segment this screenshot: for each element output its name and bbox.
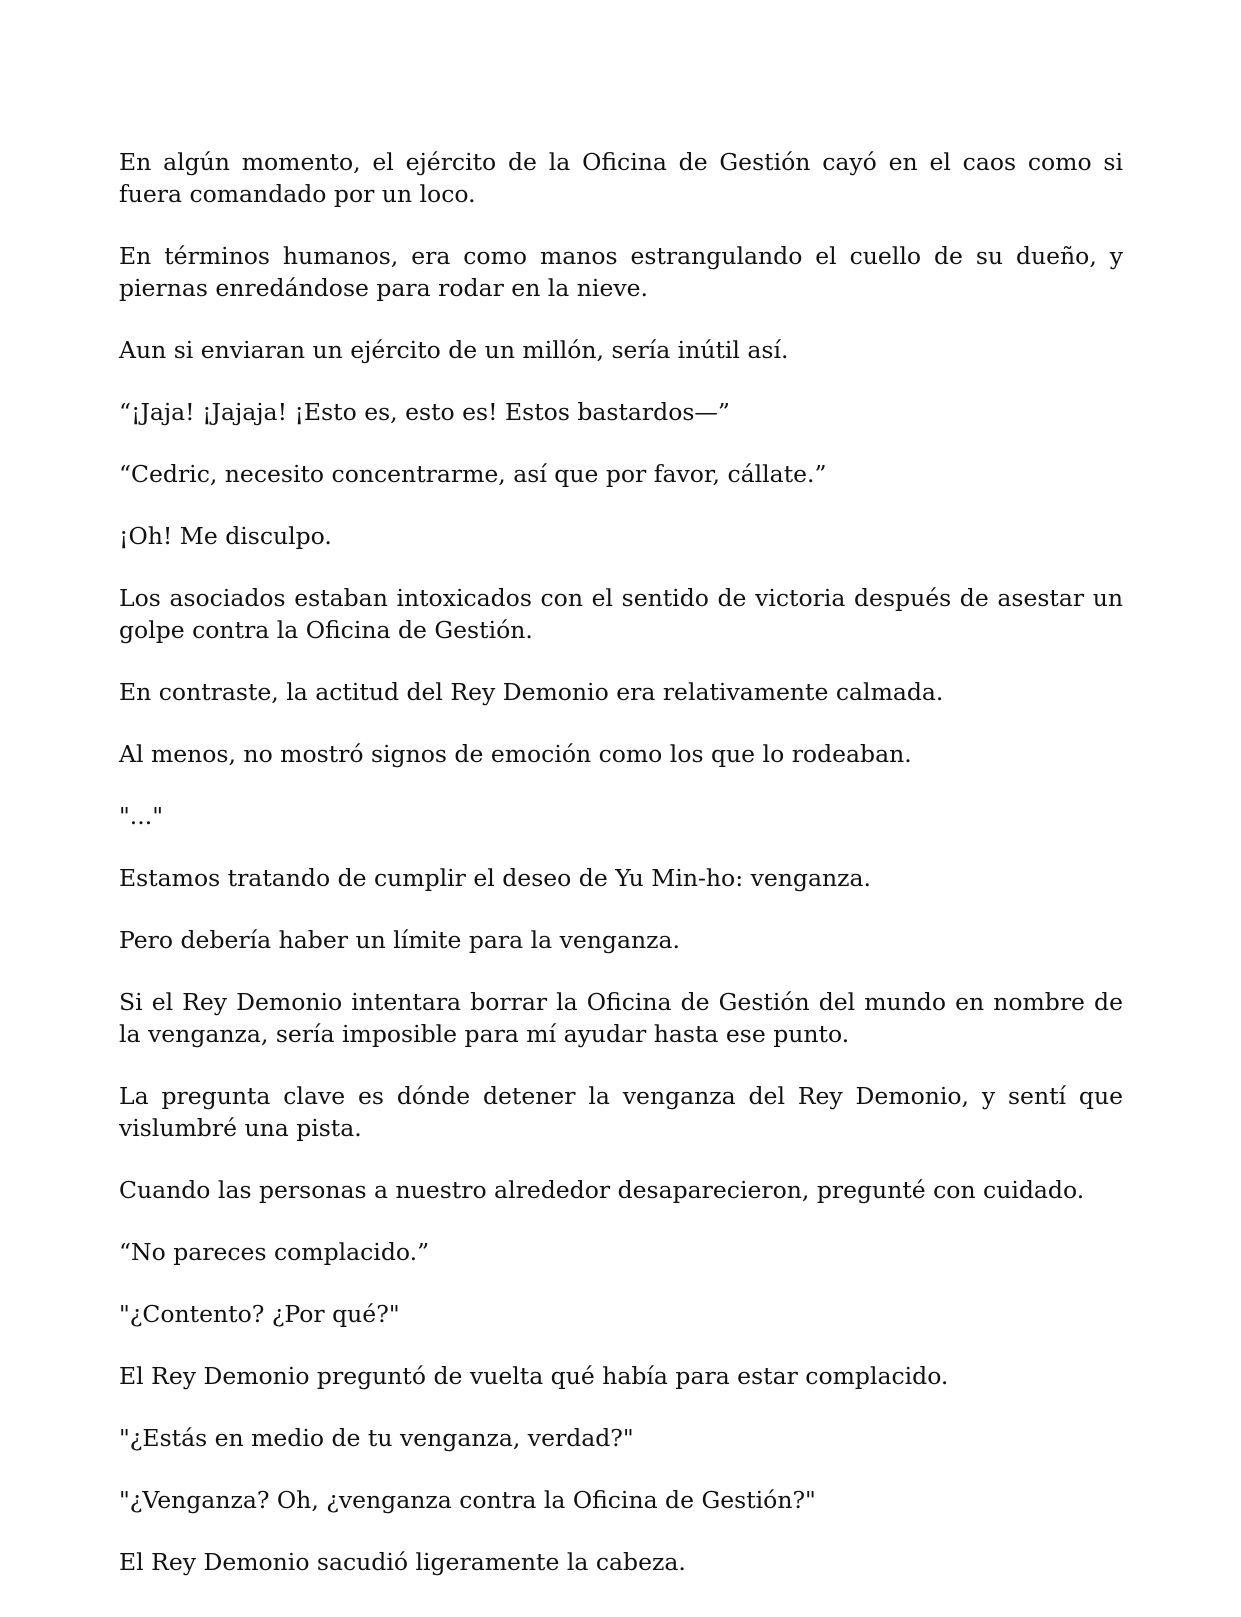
- paragraph: "¿Estás en medio de tu venganza, verdad?": [119, 1424, 634, 1452]
- paragraph: "¿Contento? ¿Por qué?": [119, 1300, 400, 1328]
- document-body: [119, 146, 1123, 1608]
- paragraph: El Rey Demonio preguntó de vuelta qué había para estar complacido.: [119, 1362, 949, 1390]
- paragraph: “Cedric, necesito concentrarme, así que por favor, cállate.”: [119, 460, 827, 488]
- paragraph: "¿Venganza? Oh, ¿venganza contra la Oficina de Gestión?": [119, 1486, 816, 1514]
- paragraph: En términos humanos, era como manos estrangulando el cuello de su dueño, y piernas enredándose para rodar en la nieve.: [119, 242, 1123, 302]
- paragraph: ¡Oh! Me disculpo.: [119, 522, 332, 550]
- paragraph: En contraste, la actitud del Rey Demonio era relativamente calmada.: [119, 678, 944, 706]
- paragraph: Estamos tratando de cumplir el deseo de Yu Min-ho: venganza.: [119, 864, 871, 892]
- paragraph: Al menos, no mostró signos de emoción como los que lo rodeaban.: [119, 740, 912, 768]
- paragraph: “No pareces complacido.”: [119, 1238, 430, 1266]
- paragraph: Si el Rey Demonio intentara borrar la Oficina de Gestión del mundo en nombre de la venganza, sería imposible para mí ayudar hasta ese punto.: [119, 988, 1123, 1048]
- paragraph: Pero debería haber un límite para la venganza.: [119, 926, 680, 954]
- paragraph: El Rey Demonio sacudió ligeramente la cabeza.: [119, 1548, 686, 1576]
- paragraph: Aun si enviaran un ejército de un millón, sería inútil así.: [119, 336, 789, 364]
- paragraph: En algún momento, el ejército de la Oficina de Gestión cayó en el caos como si fuera comandado por un loco.: [119, 148, 1123, 208]
- paragraph: “¡Jaja! ¡Jajaja! ¡Esto es, esto es! Estos bastardos—”: [119, 398, 730, 426]
- paragraph: Los asociados estaban intoxicados con el sentido de victoria después de asestar un golpe contra la Oficina de Gestión.: [119, 584, 1123, 644]
- paragraph: "...": [119, 802, 164, 830]
- paragraph: La pregunta clave es dónde detener la venganza del Rey Demonio, y sentí que vislumbré una pista.: [119, 1082, 1123, 1142]
- paragraph: Cuando las personas a nuestro alrededor desaparecieron, pregunté con cuidado.: [119, 1176, 1085, 1204]
